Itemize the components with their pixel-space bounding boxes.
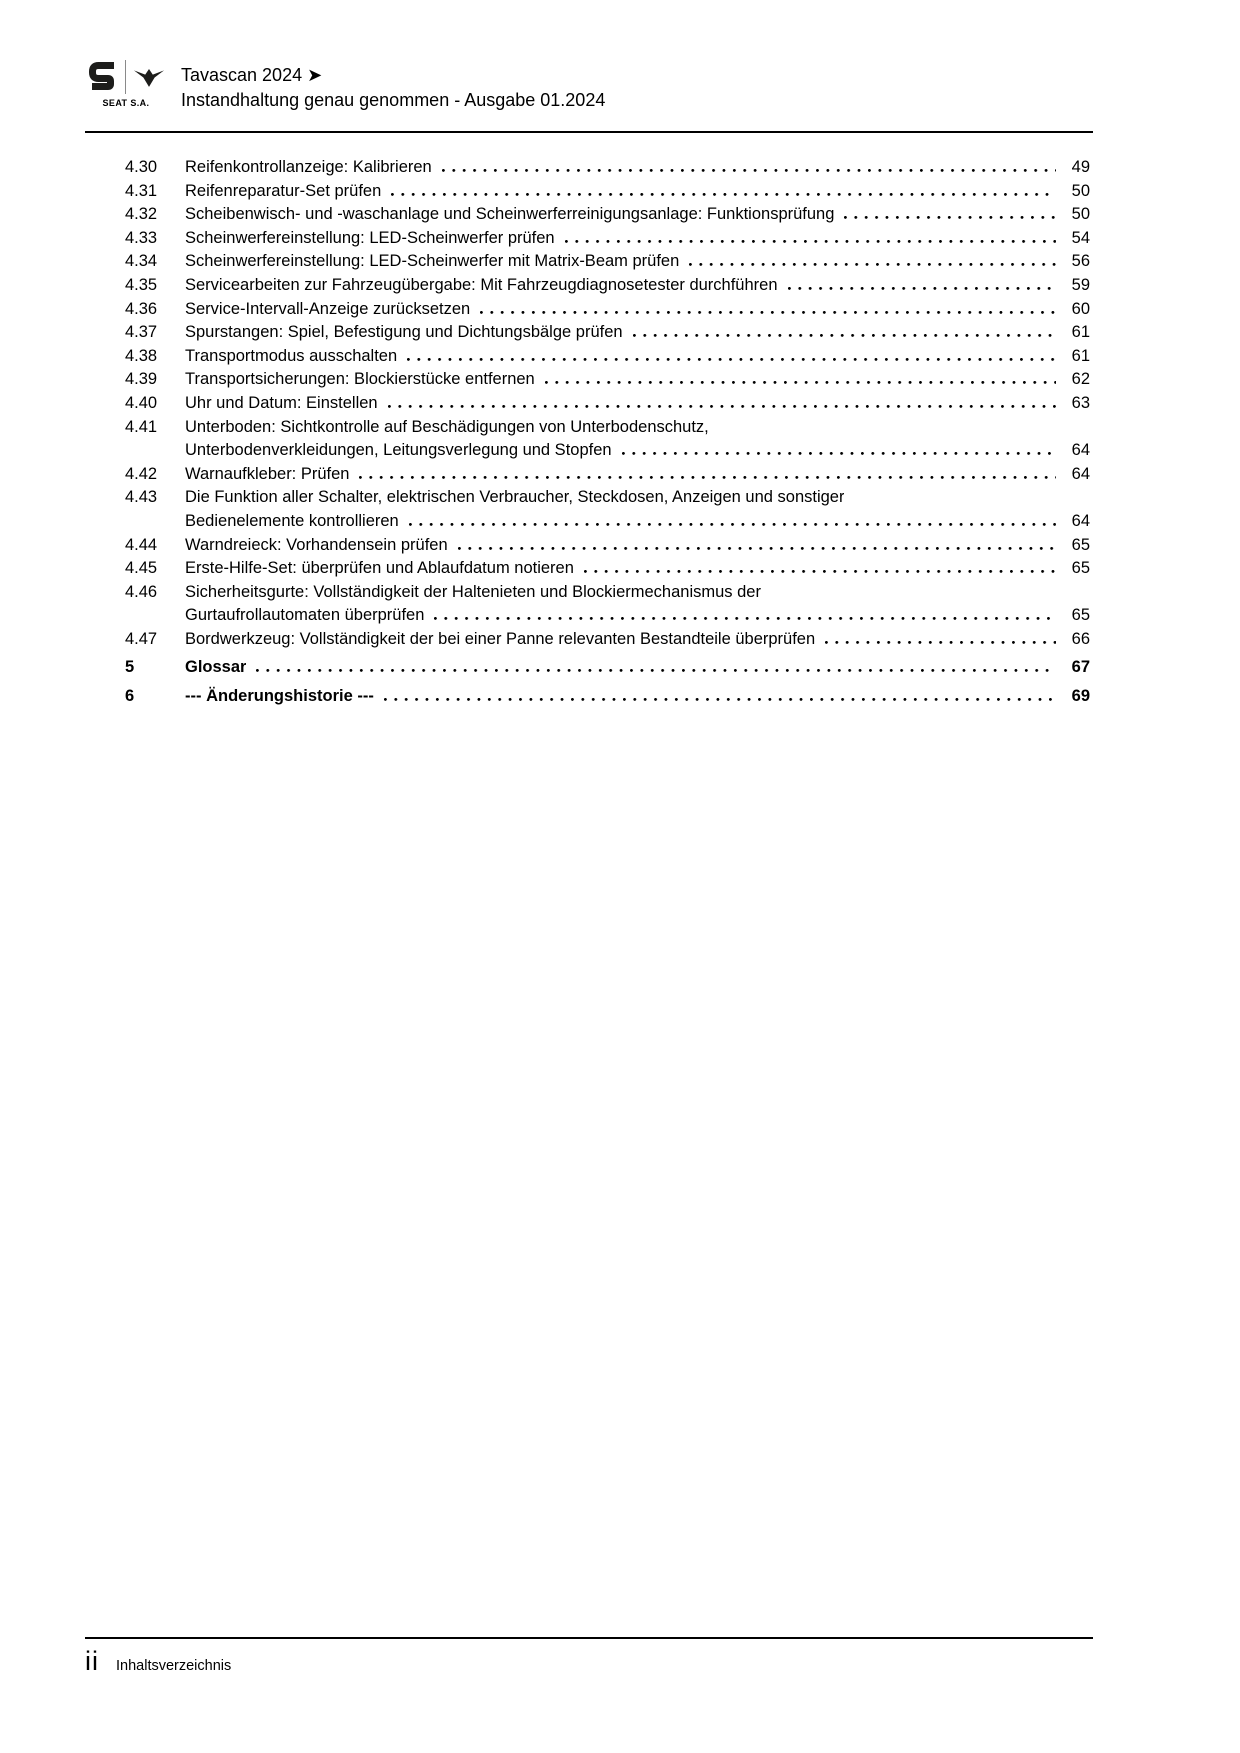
toc-entry-row [125,534,1090,558]
toc-entry-page: 65 [1071,535,1090,554]
toc-entry-page: 50 [1071,181,1090,200]
dot-leader [565,240,1056,243]
dot-leader [384,698,1056,701]
toc-entry-title: Servicearbeiten zur Fahrzeugübergabe: Mit Fahrzeugdiagnosetester durchführen [185,275,778,294]
toc-entry-row [125,227,1090,251]
page-header [85,58,605,113]
toc-entry-row [125,557,1090,581]
toc-entry-page: 63 [1071,393,1090,412]
toc-entry-title: Warndreieck: Vorhandensein prüfen [185,535,448,554]
dot-leader [256,669,1056,672]
toc-entry-number: 4.30 [125,158,158,176]
toc-entry-number: 4.40 [125,393,158,412]
toc-entry-row [125,685,1090,709]
dot-leader [458,547,1056,550]
toc-entry-row [125,156,1090,180]
toc-entry-page: 56 [1071,252,1090,271]
dot-leader [689,263,1056,266]
toc-entry-number: 4.41 [125,417,158,436]
toc-entry-number: 4.44 [125,535,158,554]
toc-entry-row [125,581,1090,605]
toc-entry-title: Transportsicherungen: Blockierstücke entfernen [185,370,535,389]
toc-entry-title: Bordwerkzeug: Vollständigkeit der bei einer Panne relevanten Bestandteile überprüfen [185,629,816,648]
toc-entry-number: 4.37 [125,323,158,342]
toc-entry-page: 67 [1071,658,1090,677]
toc-entry-number: 4.47 [125,629,158,648]
toc-entry-number: 4.33 [125,228,158,247]
dot-leader [407,358,1056,361]
toc-entry-title: Sicherheitsgurte: Vollständigkeit der Haltenieten und Blockiermechanismus der [185,582,761,601]
dot-leader [434,617,1056,620]
toc-entry-row [125,510,1090,534]
toc-entry-page: 62 [1071,370,1090,389]
toc-entry-page: 61 [1071,323,1090,342]
toc-entry-number: 4.39 [125,370,158,389]
brand-block [85,58,167,108]
toc-entry-row [125,628,1090,652]
toc-entry-number: 4.38 [125,346,158,365]
toc-entry-title: Service-Intervall-Anzeige zurücksetzen [185,299,471,318]
dot-leader [480,311,1056,314]
toc-entry-row [125,439,1090,463]
page-footer [85,1646,231,1677]
dot-leader [633,334,1056,337]
toc-entry-title: Transportmodus ausschalten [185,346,398,365]
toc-entry-row [125,368,1090,392]
toc-entry-title: --- Änderungshistorie --- [185,687,374,706]
toc-entry-row [125,416,1090,440]
toc-entry-title: Spurstangen: Spiel, Befestigung und Dichtungsbälge prüfen [185,323,623,342]
dot-leader [359,476,1056,479]
toc-entry-row [125,656,1090,680]
toc-entry-title: Reifenreparatur-Set prüfen [185,181,382,200]
toc-entry-title: Bedienelemente kontrollieren [185,511,399,530]
toc-entry-page: 66 [1071,629,1090,648]
toc-list [125,156,1090,709]
toc-entry-number: 6 [125,687,135,706]
toc-entry-page: 54 [1071,228,1090,247]
toc-entry-number: 5 [125,658,135,677]
toc-entry-page: 59 [1071,275,1090,294]
toc-entry-title: Scheinwerfereinstellung: LED-Scheinwerfer prüfen [185,228,555,247]
dot-leader [584,570,1056,573]
toc-entry-title: Unterboden: Sichtkontrolle auf Beschädigungen von Unterbodenschutz, [185,417,709,436]
toc-entry-number: 4.46 [125,582,158,601]
toc-entry-row [125,298,1090,322]
toc-entry-number: 4.31 [125,181,158,200]
toc-entry-number: 4.42 [125,464,158,483]
dot-leader [788,287,1056,290]
toc-entry-row [125,345,1090,369]
toc-entry-number: 4.34 [125,252,158,271]
toc-entry-row [125,203,1090,227]
toc-entry-page: 65 [1071,606,1090,625]
toc-entry-page: 60 [1071,299,1090,318]
toc-entry-page: 50 [1071,205,1090,224]
cupra-logo-icon [133,64,165,90]
toc-entry-row [125,486,1090,510]
toc-entry-row [125,604,1090,628]
toc-entry-row [125,250,1090,274]
toc-entry-number: 4.36 [125,299,158,318]
toc-entry-row [125,180,1090,204]
seat-logo-icon [88,60,118,94]
dot-leader [442,169,1056,172]
toc-entry-page: 64 [1071,464,1090,483]
toc-entry-number: 4.35 [125,275,158,294]
dot-leader [391,193,1056,196]
footer-rule [85,1637,1093,1639]
toc-entry-title: Warnaufkleber: Prüfen [185,464,350,483]
toc-entry-page: 64 [1071,441,1090,460]
toc-entry-title: Glossar [185,658,247,677]
toc-entry-title: Unterbodenverkleidungen, Leitungsverlegung und Stopfen [185,441,612,460]
toc-entry-page: 61 [1071,346,1090,365]
footer-page-number: ii [85,1646,99,1676]
toc-entry-title: Die Funktion aller Schalter, elektrischen Verbraucher, Steckdosen, Anzeigen und sonstiger [185,488,845,507]
dot-leader [409,523,1056,526]
toc-entry-number: 4.43 [125,488,158,507]
toc-entry-page: 64 [1071,511,1090,530]
header-model-line: Tavascan 2024 ➤ [181,65,323,85]
toc-entry-page: 65 [1071,559,1090,578]
brand-divider [125,60,126,94]
dot-leader [545,381,1056,384]
toc-entry-page: 69 [1071,687,1090,706]
toc-entry-title: Scheinwerfereinstellung: LED-Scheinwerfer mit Matrix-Beam prüfen [185,252,680,271]
toc-entry-number: 4.45 [125,559,158,578]
header-doc-line: Instandhaltung genau genommen - Ausgabe 01.2024 [181,90,606,110]
toc-entry-row [125,274,1090,298]
footer-section-label: Inhaltsverzeichnis [116,1658,232,1674]
toc-entry-row [125,321,1090,345]
toc-entry-row [125,463,1090,487]
toc-entry-title: Gurtaufrollautomaten überprüfen [185,606,425,625]
toc-entry-page: 49 [1071,158,1090,176]
dot-leader [622,452,1056,455]
toc-entry-row [125,392,1090,416]
header-rule [85,131,1093,133]
toc-entry-title: Scheibenwisch- und -waschanlage und Scheinwerferreinigungsanlage: Funktionsprüfung [185,205,835,224]
toc-entry-title: Erste-Hilfe-Set: überprüfen und Ablaufdatum notieren [185,559,574,578]
dot-leader [388,405,1056,408]
toc-entry-title: Uhr und Datum: Einstellen [185,393,378,412]
toc-entry-title: Reifenkontrollanzeige: Kalibrieren [185,158,432,176]
company-label: SEAT S.A. [102,98,150,108]
toc-entry-number: 4.32 [125,205,158,224]
dot-leader [825,641,1056,644]
dot-leader [844,216,1056,219]
